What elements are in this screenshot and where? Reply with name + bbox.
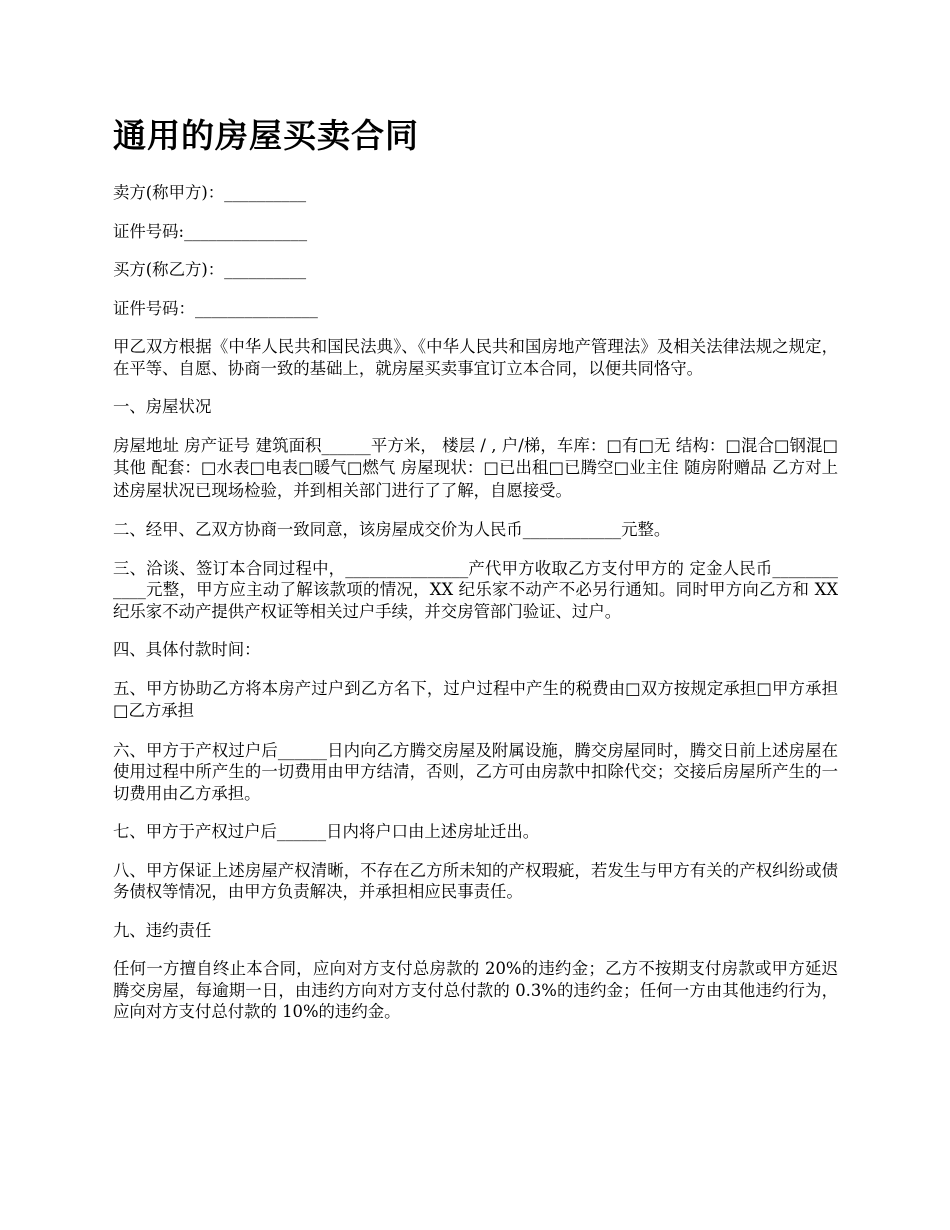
document-title: 通用的房屋买卖合同 [113, 116, 419, 155]
section-2-paragraph: 二、经甲、乙双方协商一致同意，该房屋成交价为人民币____________元整。 [113, 520, 671, 539]
section-6-paragraph: 六、甲方于产权过户后______日内向乙方腾交房屋及附属设施，腾交房屋同时，腾交日前上述房屋在使用过程中所产生的一切费用由甲方结清，否则，乙方可由房款中扣除代交；交接后房屋所产生的一切费用由乙方承担。 [113, 740, 838, 803]
buyer-line: 买方(称乙方)：__________ [113, 260, 307, 279]
section-1-heading: 一、房屋状况 [113, 397, 212, 416]
section-4-heading: 四、具体付款时间： [113, 640, 261, 659]
preamble-paragraph: 甲乙双方根据《中华人民共和国民法典》、《中华人民共和国房地产管理法》及相关法律法规之规定，在平等、自愿、协商一致的基础上，就房屋买卖事宜订立本合同，以便共同恪守。 [113, 337, 838, 378]
section-9-heading: 九、违约责任 [113, 920, 212, 940]
seller-id-line: 证件号码:_______________ [113, 221, 308, 241]
seller-line: 卖方(称甲方)：__________ [113, 183, 307, 202]
section-8-paragraph: 八、甲方保证上述房屋产权清晰，不存在乙方所未知的产权瑕疵，若发生与甲方有关的产权纠纷或债务债权等情况，由甲方负责解决，并承担相应民事责任。 [113, 860, 838, 901]
section-9-body: 任何一方擅自终止本合同，应向对方支付总房款的 20%的违约金；乙方不按期支付房款或甲方延迟腾交房屋，每逾期一日，由违约方向对方支付总付款的 0.3%的违约金；任何一方由其他违约行为，应向对方支付总付款的 10%的违约金。 [113, 959, 838, 1021]
section-5-paragraph: 五、甲方协助乙方将本房产过户到乙方名下，过户过程中产生的税费由□双方按规定承担□甲方承担□乙方承担 [113, 678, 838, 720]
section-3-paragraph: 三、洽谈、签订本合同过程中，_______________产代甲方收取乙方支付甲方的 定金人民币____________元整，甲方应主动了解该款项的情况，XX 纪乐家不动产不必另行通知。同时甲方向乙方和 XX 纪乐家不动产提供产权证等相关过户手续，并交房管部门验证、过户。 [113, 558, 838, 621]
section-7-paragraph: 七、甲方于产权过户后______日内将户口由上述房址迁出。 [113, 822, 540, 841]
document-body [113, 182, 838, 1040]
section-1-body: 房屋地址 房产证号 建筑面积______平方米， 楼层 / , 户/梯，车库：□有□无 结构：□混合□钢混□其他 配套：□水表□电表□暖气□燃气 房屋现状：□已出租□已腾空□业主住 随房附赠品 乙方对上述房屋状况已现场检验，并到相关部门进行了了解，自愿接受。 [113, 435, 838, 500]
buyer-id-line: 证件号码：_______________ [113, 298, 318, 318]
